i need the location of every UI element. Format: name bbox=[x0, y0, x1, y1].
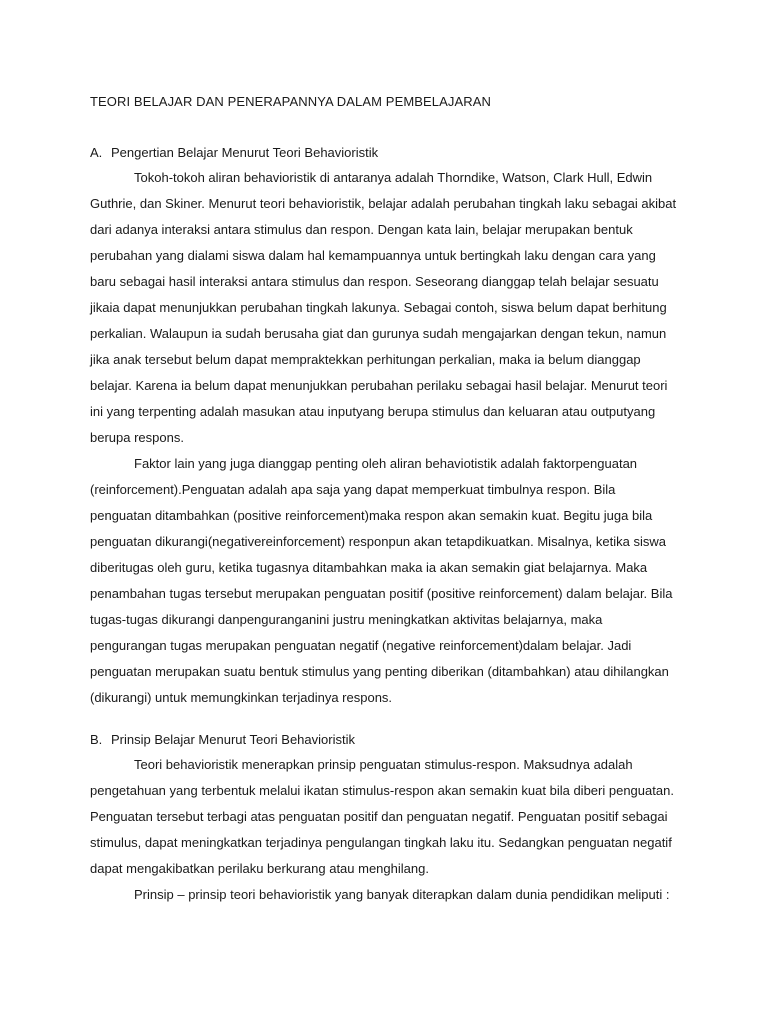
document-title: TEORI BELAJAR DAN PENERAPANNYA DALAM PEMBELAJARAN bbox=[90, 94, 492, 109]
section-a-paragraph-1: Tokoh-tokoh aliran behavioristik di antaranya adalah Thorndike, Watson, Clark Hull, Edwin Guthrie, dan Skiner. Menurut teori behavioristik, belajar adalah perubahan tingkah laku sebagai akibat dari adanya interaksi antara stimulus dan respon. Dengan kata lain, belajar merupakan bentuk perubahan yang dialami siswa dalam hal kemampuannya untuk bertingkah laku dengan cara yang baru sebagai hasil interaksi antara stimulus dan respon. Seseorang dianggap telah belajar sesuatu jikaia dapat menunjukkan perubahan tingkah lakunya. Sebagai contoh, siswa belum dapat berhitung perkalian. Walaupun ia sudah berusaha giat dan gurunya sudah mengajarkan dengan tekun, namun jika anak tersebut belum dapat mempraktekkan perhitungan perkalian, maka ia belum dianggap belajar. Karena ia belum dapat menunjukkan perubahan perilaku sebagai hasil belajar. Menurut teori ini yang terpenting adalah masukan atau inputyang berupa stimulus dan keluaran atau outputyang berupa respons. bbox=[90, 170, 677, 445]
section-a-heading bbox=[90, 144, 680, 162]
section-b-marker: B. bbox=[90, 732, 103, 747]
section-b-paragraph-1: Teori behavioristik menerapkan prinsip penguatan stimulus-respon. Maksudnya adalah pengetahuan yang terbentuk melalui ikatan stimulus-respon akan semakin kuat bila diberi penguatan. Penguatan tersebut terbagi atas penguatan positif dan penguatan negatif. Penguatan positif sebagai stimulus, dapat meningkatkan terjadinya pengulangan tingkah laku itu. Sedangkan penguatan negatif dapat mengakibatkan perilaku berkurang atau menghilang. bbox=[90, 757, 674, 876]
section-b-heading bbox=[90, 731, 680, 749]
section-a-marker: A. bbox=[90, 145, 103, 160]
section-a bbox=[90, 144, 680, 711]
section-a-paragraph-2: Faktor lain yang juga dianggap penting oleh aliran behaviotistik adalah faktorpenguatan (reinforcement).Penguatan adalah apa saja yang dapat memperkuat timbulnya respon. Bila penguatan ditambahkan (positive reinforcement)maka respon akan semakin kuat. Begitu juga bila penguatan dikurangi(negativereinforcement) responpun akan tetapdikuatkan. Misalnya, ketika siswa diberitugas oleh guru, ketika tugasnya ditambahkan maka ia akan semakin giat belajarnya. Maka penambahan tugas tersebut merupakan penguatan positif (positive reinforcement) dalam belajar. Bila tugas-tugas dikurangi danpenguranganini justru meningkatkan aktivitas belajarnya, maka pengurangan tugas merupakan penguatan negatif (negative reinforcement)dalam belajar. Jadi penguatan merupakan suatu bentuk stimulus yang penting diberikan (ditambahkan) atau dihilangkan (dikurangi) untuk memungkinkan terjadinya respons. bbox=[90, 456, 673, 705]
section-b-heading-text: Prinsip Belajar Menurut Teori Behavioristik bbox=[111, 732, 355, 747]
section-a-heading-text: Pengertian Belajar Menurut Teori Behavioristik bbox=[111, 145, 379, 160]
section-b-paragraph-2: Prinsip – prinsip teori behavioristik yang banyak diterapkan dalam dunia pendidikan meliputi : bbox=[134, 887, 670, 902]
section-b bbox=[90, 731, 680, 908]
